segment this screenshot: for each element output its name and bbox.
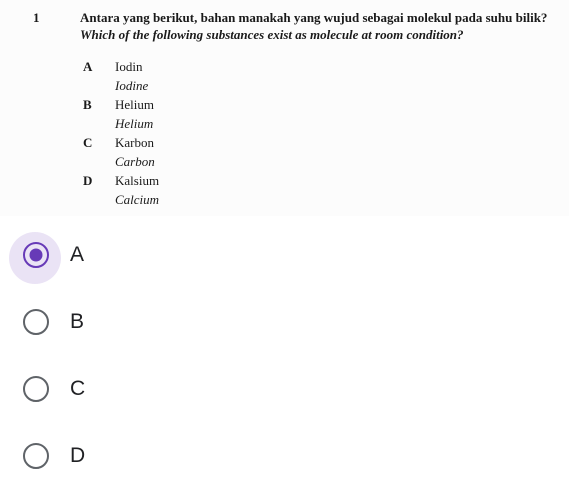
choice-a[interactable] xyxy=(12,233,552,277)
choice-label-c: C xyxy=(70,377,86,400)
option-d-english: Calcium xyxy=(115,192,160,207)
radio-selected-dot xyxy=(29,249,42,262)
radio-button-b[interactable] xyxy=(23,309,49,335)
radio-button-c[interactable] xyxy=(23,376,49,402)
question-text-english: Which of the following substances exist as molecule at room condition? xyxy=(80,27,464,42)
radio-wrap[interactable] xyxy=(12,235,52,275)
question-image xyxy=(0,0,569,216)
choice-b[interactable] xyxy=(12,300,552,344)
option-letter-c: C xyxy=(83,135,93,150)
choice-label-a: A xyxy=(70,243,85,266)
radio-button-d[interactable] xyxy=(23,443,49,469)
choice-label-b: B xyxy=(70,310,85,333)
option-letter-d: D xyxy=(83,173,93,188)
question-text-malay: Antara yang berikut, bahan manakah yang wujud sebagai molekul pada suhu bilik? xyxy=(80,10,548,25)
choice-c[interactable] xyxy=(12,367,552,411)
radio-wrap[interactable] xyxy=(12,302,52,342)
radio-wrap[interactable] xyxy=(12,436,52,476)
radio-button-a[interactable] xyxy=(23,242,49,268)
radio-wrap[interactable] xyxy=(12,369,52,409)
option-a-english: Iodine xyxy=(115,78,149,93)
choice-label-d: D xyxy=(70,444,86,467)
option-letter-a: A xyxy=(83,59,93,74)
option-c-malay: Karbon xyxy=(115,135,154,150)
option-d-malay: Kalsium xyxy=(115,173,160,188)
option-a-malay: Iodin xyxy=(115,59,143,74)
option-b-malay: Helium xyxy=(115,97,154,112)
choice-d[interactable] xyxy=(12,434,552,478)
question-number: 1 xyxy=(33,10,40,25)
option-c-english: Carbon xyxy=(115,154,155,169)
option-letter-b: B xyxy=(83,97,92,112)
option-b-english: Helium xyxy=(115,116,154,131)
